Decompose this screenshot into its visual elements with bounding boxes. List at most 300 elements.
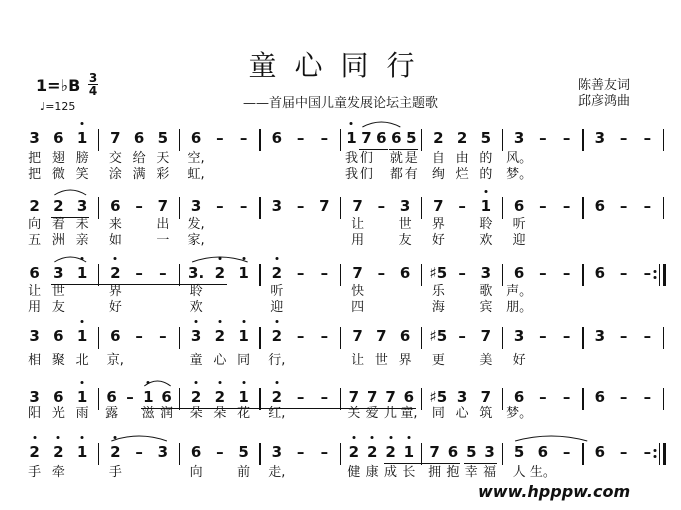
barline <box>259 129 260 151</box>
lyric-syllable: 向 <box>189 465 203 480</box>
lyric-syllable: 自 <box>431 151 445 166</box>
tempo-marking: ♩=125 <box>40 100 76 113</box>
barline <box>340 197 341 219</box>
dash-mark: – <box>643 443 652 461</box>
barline <box>582 443 583 465</box>
lyric-line <box>0 465 681 481</box>
lyric-syllable: 人 <box>512 465 526 480</box>
note: ♯5 <box>429 388 448 406</box>
lyric-syllable: 风。 <box>506 151 533 166</box>
lyric-syllable: 的 <box>479 167 493 182</box>
dash-mark: – <box>458 264 466 282</box>
note: 3 <box>53 264 64 282</box>
time-signature <box>87 72 99 97</box>
dash-mark: – <box>539 388 547 406</box>
lyric-syllable: 翅 <box>51 151 65 166</box>
dash-mark: – <box>135 197 143 215</box>
lyric-line <box>0 284 681 300</box>
dash-mark: – <box>643 388 652 406</box>
lyric-syllable: 们 <box>359 167 373 182</box>
key-signature: 1=♭B <box>36 76 81 95</box>
lyric-syllable: 世 <box>51 284 65 299</box>
note: 2 <box>271 327 283 345</box>
barline <box>421 443 422 465</box>
note: 6 <box>190 443 202 461</box>
barline <box>179 264 180 286</box>
lyric-syllable: 彩 <box>156 167 170 182</box>
note: 7 <box>319 197 330 215</box>
dash-mark: – <box>619 388 628 406</box>
lyric-syllable: 把 <box>28 151 42 166</box>
octave-dot <box>81 320 84 323</box>
lyric-syllable: 手 <box>108 465 122 480</box>
lyric-syllable: 同 <box>431 406 445 421</box>
repeat-dot <box>654 270 657 273</box>
note: 2 <box>456 129 468 147</box>
lyric-syllable: 交 <box>108 151 122 166</box>
lyric-line <box>0 300 681 316</box>
lyric-syllable: 手 <box>28 465 42 480</box>
barline <box>179 443 180 465</box>
note: 2 <box>29 197 40 215</box>
lyric-syllable: 虹, <box>187 167 205 182</box>
lyric-syllable: 筑 <box>479 406 493 421</box>
barline <box>421 197 422 219</box>
note: 2 <box>214 327 226 345</box>
dash-mark: – <box>643 129 652 147</box>
barline <box>259 264 260 286</box>
lyric-syllable: 迎 <box>270 300 284 315</box>
dash-mark: – <box>562 129 571 147</box>
barline <box>98 264 99 286</box>
lyric-line <box>0 406 681 422</box>
octave-dot <box>218 320 221 323</box>
note: 6 <box>53 327 64 345</box>
beam-underline <box>384 463 460 464</box>
dash-mark: – <box>562 443 571 461</box>
note: 7 <box>352 264 363 282</box>
dash-mark: – <box>296 264 305 282</box>
note: 2 <box>110 443 121 461</box>
note: 7 <box>352 197 363 215</box>
lyric-syllable: 由 <box>455 151 469 166</box>
lyric-syllable: 前 <box>237 465 251 480</box>
lyric-syllable: 听 <box>512 217 526 232</box>
note-line <box>0 127 681 153</box>
note: 7 <box>433 197 444 215</box>
note: 7 <box>348 388 360 406</box>
lyric-syllable: 让 <box>351 217 365 232</box>
lyric-syllable: 儿 <box>384 406 398 421</box>
lyric-syllable: 欢 <box>189 300 203 315</box>
note: 3 <box>513 129 525 147</box>
lyricist-credit: 陈善友词 <box>578 78 631 93</box>
note: 6 <box>403 388 415 406</box>
lyric-syllable: 世 <box>398 217 412 232</box>
note: 6 <box>106 388 117 406</box>
dash-mark: – <box>216 197 224 215</box>
lyric-line <box>0 353 681 369</box>
lyric-syllable: 走, <box>268 465 286 480</box>
lyric-syllable: 好 <box>431 233 445 248</box>
dash-mark: – <box>458 327 466 345</box>
octave-dot <box>242 320 245 323</box>
lyric-syllable: 京, <box>106 353 124 368</box>
dash-mark: – <box>643 197 652 215</box>
dash-mark: – <box>296 197 305 215</box>
note: 1 <box>76 443 88 461</box>
note: 2 <box>366 443 378 461</box>
barline <box>663 327 664 349</box>
dash-mark: – <box>619 197 628 215</box>
barline <box>259 327 260 349</box>
note: 6 <box>399 264 411 282</box>
dash-mark: – <box>539 327 547 345</box>
note: 1 <box>76 264 88 282</box>
lyric-syllable: 心 <box>213 353 227 368</box>
note: 7 <box>366 388 378 406</box>
note: 6 <box>376 129 387 147</box>
lyric-syllable: 红, <box>268 406 286 421</box>
barline <box>340 129 341 151</box>
lyric-syllable: 界 <box>398 353 412 368</box>
lyric-syllable: 界 <box>431 217 445 232</box>
barline <box>179 197 180 219</box>
dash-mark: – <box>619 129 628 147</box>
lyric-syllable: 好 <box>512 353 526 368</box>
lyric-syllable: 拥 <box>428 465 442 480</box>
note: 3 <box>399 197 411 215</box>
note: 7 <box>385 388 396 406</box>
note: 7 <box>376 327 387 345</box>
barline <box>663 129 664 151</box>
dash-mark: – <box>562 264 571 282</box>
barline <box>98 327 99 349</box>
note: 6 <box>110 327 121 345</box>
beam-underline <box>389 149 418 150</box>
note: 1 <box>238 264 249 282</box>
note: 3 <box>271 197 283 215</box>
note: 1 <box>346 129 357 147</box>
dash-mark: – <box>643 264 652 282</box>
lyric-syllable: 空, <box>187 151 205 166</box>
lyric-syllable: 海 <box>431 300 445 315</box>
lyric-syllable: 更 <box>431 353 445 368</box>
lyric-syllable: 让 <box>28 284 42 299</box>
dash-mark: – <box>320 264 329 282</box>
note: 7 <box>429 443 440 461</box>
note: 5 <box>238 443 249 461</box>
note: 6 <box>161 388 172 406</box>
note: 6 <box>53 388 64 406</box>
note: ♯5 <box>429 264 448 282</box>
repeat-barline <box>659 264 660 286</box>
dash-mark: – <box>216 443 224 461</box>
lyric-syllable: 来 <box>108 217 122 232</box>
barline <box>340 443 341 465</box>
note: 1 <box>480 197 492 215</box>
lyric-syllable: 友 <box>398 233 412 248</box>
note: 1 <box>76 129 88 147</box>
lyric-syllable: 爱 <box>365 406 379 421</box>
lyric-line <box>0 151 681 167</box>
barline <box>421 264 422 286</box>
note: 2 <box>110 264 121 282</box>
barline <box>179 129 180 151</box>
barline <box>98 443 99 465</box>
lyric-syllable: 抱 <box>446 465 460 480</box>
beam-underline <box>359 149 388 150</box>
time-signature-top: 3 <box>88 71 98 85</box>
note: 6 <box>391 129 402 147</box>
lyric-syllable: 迎 <box>512 233 526 248</box>
dash-mark: – <box>377 197 386 215</box>
lyric-line <box>0 167 681 183</box>
barline <box>582 197 583 219</box>
dash-mark: – <box>619 443 628 461</box>
lyric-syllable: 雨 <box>75 406 89 421</box>
slur <box>0 185 681 197</box>
lyric-syllable: 宾 <box>479 300 493 315</box>
lyric-syllable: 微 <box>51 167 65 182</box>
note: 5 <box>406 129 417 147</box>
note: 1 <box>76 388 88 406</box>
note: 2 <box>271 264 283 282</box>
lyric-syllable: 发, <box>187 217 205 232</box>
note: 1 <box>238 388 249 406</box>
repeat-dot <box>654 449 657 452</box>
barline <box>502 327 503 349</box>
lyric-syllable: 如 <box>108 233 122 248</box>
lyric-syllable: 让 <box>351 353 365 368</box>
dash-mark: – <box>539 129 547 147</box>
lyric-syllable: 幸 <box>464 465 478 480</box>
barline <box>421 327 422 349</box>
lyric-syllable: 聆 <box>479 217 493 232</box>
note: 6 <box>53 129 64 147</box>
repeat-barline-thick <box>663 443 666 465</box>
lyric-syllable: 同 <box>237 353 251 368</box>
dash-mark: – <box>562 327 571 345</box>
lyric-syllable: 北 <box>75 353 89 368</box>
note: 3 <box>271 443 283 461</box>
note: 6 <box>513 264 525 282</box>
barline <box>582 327 583 349</box>
dash-mark: – <box>296 388 305 406</box>
note: 6 <box>594 264 606 282</box>
dash-mark: – <box>159 327 167 345</box>
lyric-syllable: 朵 <box>213 406 227 421</box>
note: 2 <box>385 443 396 461</box>
lyric-syllable: 听 <box>270 284 284 299</box>
lyric-syllable: 笑 <box>75 167 89 182</box>
note: 3 <box>29 388 40 406</box>
note: 3 <box>480 264 492 282</box>
note: 2 <box>53 197 64 215</box>
lyric-syllable: 花 <box>237 406 251 421</box>
lyric-syllable: 世 <box>374 353 388 368</box>
note: 3 <box>76 197 88 215</box>
lyric-syllable: 界 <box>108 284 122 299</box>
repeat-barline <box>659 443 660 465</box>
note: 3 <box>484 443 495 461</box>
note: 2 <box>348 443 360 461</box>
slur <box>0 376 681 388</box>
barline <box>259 443 260 465</box>
note: 6 <box>399 327 411 345</box>
note: 7 <box>110 129 121 147</box>
lyric-syllable: 家, <box>187 233 205 248</box>
lyric-syllable: 童, <box>400 406 418 421</box>
dash-mark: – <box>135 443 143 461</box>
lyric-syllable: 牵 <box>51 465 65 480</box>
dash-mark: – <box>562 388 571 406</box>
note: 2 <box>433 129 444 147</box>
site-watermark: www.hpppw.com <box>478 482 631 501</box>
dash-mark: – <box>619 264 628 282</box>
barline <box>582 264 583 286</box>
lyric-syllable: 洲 <box>51 233 65 248</box>
lyric-syllable: 心 <box>455 406 469 421</box>
slur <box>0 252 681 264</box>
dash-mark: – <box>320 129 329 147</box>
note: 1 <box>143 388 154 406</box>
note: 3. <box>188 264 205 282</box>
lyric-syllable: 都 <box>389 167 403 182</box>
lyric-syllable: 是 <box>404 151 418 166</box>
lyric-syllable: 亲 <box>75 233 89 248</box>
note: 6 <box>594 197 606 215</box>
lyric-syllable: 露 <box>105 406 119 421</box>
barline <box>340 327 341 349</box>
lyric-syllable: 快 <box>351 284 365 299</box>
barline <box>502 129 503 151</box>
lyric-syllable: 有 <box>404 167 418 182</box>
dash-mark: – <box>126 388 134 406</box>
lyric-syllable: 把 <box>28 167 42 182</box>
note: 1 <box>238 327 249 345</box>
lyric-syllable: 朵 <box>189 406 203 421</box>
repeat-dot <box>654 276 657 279</box>
barline <box>502 264 503 286</box>
lyric-syllable: 乐 <box>431 284 445 299</box>
note: 6 <box>190 129 202 147</box>
lyric-syllable: 美 <box>479 353 493 368</box>
note: 6 <box>594 388 606 406</box>
dash-mark: – <box>539 264 547 282</box>
barline <box>502 443 503 465</box>
lyric-syllable: 好 <box>108 300 122 315</box>
lyric-syllable: 友 <box>51 300 65 315</box>
lyric-syllable: 欢 <box>479 233 493 248</box>
note: 3 <box>594 129 606 147</box>
dash-mark: – <box>643 327 652 345</box>
note: 2 <box>29 443 40 461</box>
lyric-syllable: 膀 <box>75 151 89 166</box>
time-signature-bottom: 4 <box>88 84 98 98</box>
lyric-syllable: 相 <box>28 353 42 368</box>
lyric-syllable: 健 <box>347 465 361 480</box>
lyric-syllable: 给 <box>132 151 146 166</box>
note: 6 <box>594 443 606 461</box>
dash-mark: – <box>135 264 143 282</box>
lyric-syllable: 朋。 <box>506 300 533 315</box>
note: 3 <box>29 129 40 147</box>
note: 2 <box>190 388 202 406</box>
barline <box>421 129 422 151</box>
note: 5 <box>157 129 169 147</box>
slur <box>0 117 681 129</box>
note: 3 <box>594 327 606 345</box>
barline <box>340 264 341 286</box>
lyric-syllable: 成 <box>384 465 398 480</box>
barline <box>502 197 503 219</box>
dash-mark: – <box>239 129 248 147</box>
lyric-syllable: 向 <box>28 217 42 232</box>
lyric-syllable: 康 <box>365 465 379 480</box>
lyric-syllable: 行, <box>268 353 286 368</box>
dash-mark: – <box>159 264 167 282</box>
lyric-syllable: 未 <box>75 217 89 232</box>
lyric-syllable: 我 <box>344 151 358 166</box>
lyric-syllable: 一 <box>156 233 170 248</box>
lyric-syllable: 歌 <box>479 284 493 299</box>
lyric-syllable: 就 <box>389 151 403 166</box>
lyric-syllable: 满 <box>132 167 146 182</box>
lyric-syllable: 五 <box>28 233 42 248</box>
dash-mark: – <box>377 264 386 282</box>
note: 5 <box>480 129 492 147</box>
dash-mark: – <box>562 197 571 215</box>
lyric-syllable: 福 <box>483 465 497 480</box>
note: 3 <box>513 327 525 345</box>
repeat-barline-thick <box>663 264 666 286</box>
dash-mark: – <box>135 327 143 345</box>
lyric-syllable: 聆 <box>189 284 203 299</box>
lyric-line <box>0 233 681 249</box>
barline <box>582 129 583 151</box>
lyric-syllable: 用 <box>28 300 42 315</box>
note: 2 <box>214 264 226 282</box>
note: 7 <box>157 197 169 215</box>
lyric-syllable: 声。 <box>506 284 533 299</box>
composer-credit: 邱彦鸿曲 <box>578 94 631 109</box>
note: 3 <box>157 443 169 461</box>
lyric-syllable: 长 <box>402 465 416 480</box>
octave-dot <box>275 320 278 323</box>
note: 6 <box>513 197 525 215</box>
lyric-syllable: 关 <box>347 406 361 421</box>
note: 5 <box>513 443 525 461</box>
lyric-syllable: 涂 <box>108 167 122 182</box>
note: 1 <box>76 327 88 345</box>
lyric-syllable: 绚 <box>431 167 445 182</box>
lyric-syllable: 用 <box>351 233 365 248</box>
note: 7 <box>480 388 492 406</box>
note: 6 <box>29 264 40 282</box>
song-title: 童心同行 <box>248 49 433 82</box>
lyric-syllable: 出 <box>156 217 170 232</box>
lyric-syllable: 生。 <box>529 465 556 480</box>
dash-mark: – <box>296 129 305 147</box>
beam-underline <box>464 463 496 464</box>
lyric-syllable: 聚 <box>51 353 65 368</box>
note: 5 <box>466 443 477 461</box>
lyric-syllable: 的 <box>479 151 493 166</box>
dash-mark: – <box>320 443 329 461</box>
note: 3 <box>456 388 468 406</box>
note: 2 <box>214 388 226 406</box>
